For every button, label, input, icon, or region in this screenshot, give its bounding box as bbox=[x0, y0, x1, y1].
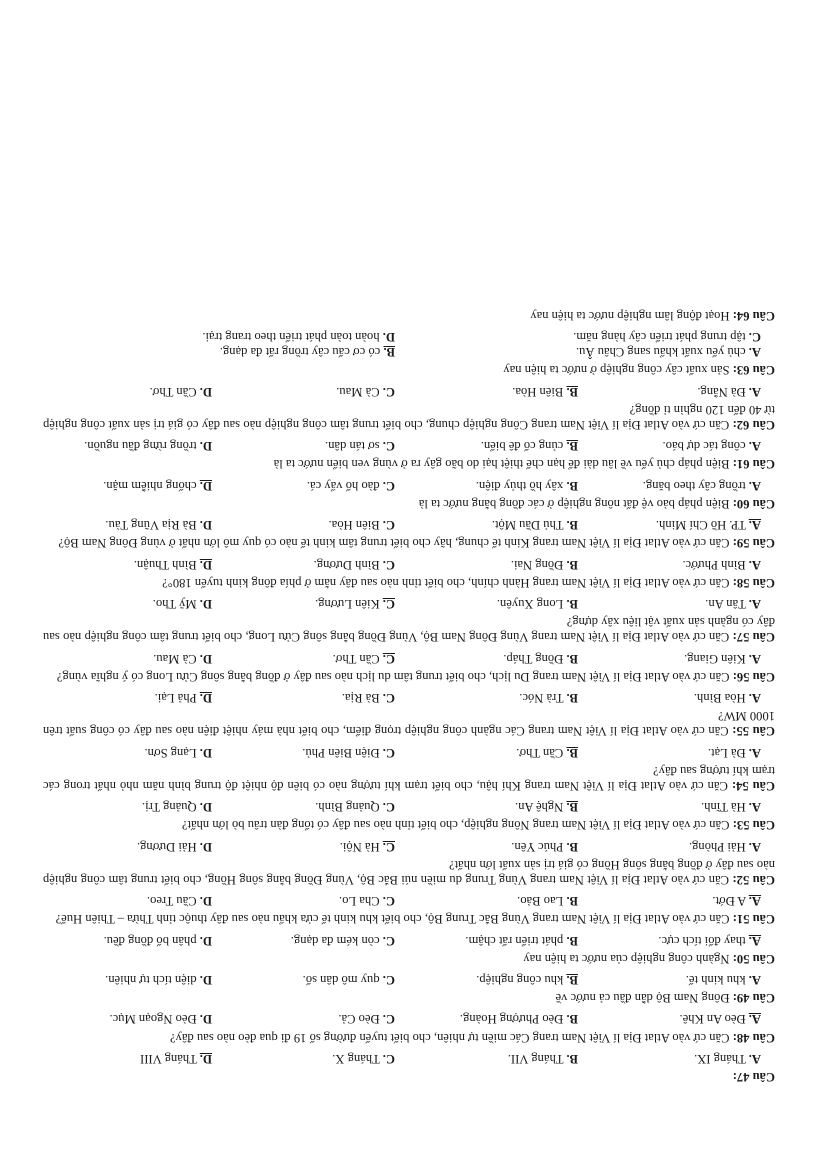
option-text: phân bố đồng đều. bbox=[103, 933, 197, 948]
option-letter: B. bbox=[566, 518, 578, 533]
option-letter: D. bbox=[199, 1051, 212, 1066]
option-letter: A. bbox=[748, 596, 761, 611]
option-letter: C. bbox=[382, 690, 395, 705]
answer-option bbox=[43, 344, 409, 359]
option-letter: A. bbox=[748, 518, 761, 533]
option-text: Bình Thuận. bbox=[133, 557, 197, 572]
option-text: Cầu Treo. bbox=[146, 894, 197, 909]
question-text: Căn cứ vào Atlat Địa lí Việt Nam trang Du lịch, cho biết trung tâm du lịch nào sau đây ở đồng bằng sông Cửu Long có ý nghĩa vùng? bbox=[56, 669, 730, 684]
answer-option bbox=[43, 596, 226, 611]
option-letter: C. bbox=[382, 1012, 395, 1027]
option-text: Hòa Bình. bbox=[693, 690, 746, 705]
question-text: Sản xuất cây công nghiệp ở nước ta hiện nay bbox=[503, 363, 730, 378]
option-text: còn kém đa dạng. bbox=[290, 933, 380, 948]
option-letter: B. bbox=[566, 478, 578, 493]
answer-option bbox=[226, 838, 409, 853]
option-letter: B. bbox=[566, 839, 578, 854]
answer-option bbox=[592, 893, 775, 908]
question-number: Câu 62: bbox=[732, 418, 775, 433]
answer-option bbox=[226, 972, 409, 987]
question bbox=[43, 596, 775, 645]
option-letter: C. bbox=[382, 439, 395, 454]
option-text: Hà Tĩnh. bbox=[701, 800, 746, 815]
question bbox=[43, 478, 775, 511]
answer-option bbox=[43, 744, 226, 759]
answer-option bbox=[409, 517, 592, 532]
question-list bbox=[43, 306, 775, 1084]
answer-option bbox=[592, 438, 775, 453]
option-text: khu công nghiệp. bbox=[476, 972, 564, 987]
answer-option bbox=[592, 690, 775, 705]
option-letter: B. bbox=[566, 557, 578, 572]
answer-options bbox=[43, 517, 775, 532]
question-stem bbox=[43, 1029, 775, 1044]
answer-option bbox=[409, 690, 592, 705]
option-text: trồng cây theo băng. bbox=[642, 478, 746, 493]
question-number: Câu 51: bbox=[732, 912, 775, 927]
question bbox=[43, 972, 775, 1005]
question-stem bbox=[43, 496, 775, 511]
question-stem bbox=[43, 1069, 775, 1084]
answer-option bbox=[226, 932, 409, 947]
option-letter: B. bbox=[383, 345, 395, 360]
answer-option bbox=[409, 329, 775, 344]
answer-option bbox=[43, 1051, 226, 1066]
option-text: Cần Thơ. bbox=[149, 384, 197, 399]
question-text: Căn cứ vào Atlat Địa lí Việt Nam trang Khí hậu, cho biết trạm khí tượng nào có biên độ nhiệt độ trung bình năm nhỏ nhất trong các trạm khí tượng sau đây? bbox=[43, 763, 775, 793]
answer-options bbox=[43, 690, 775, 705]
option-letter: D. bbox=[199, 384, 212, 399]
option-letter: C. bbox=[382, 1051, 395, 1066]
answer-option bbox=[409, 438, 592, 453]
answer-option bbox=[43, 1011, 226, 1026]
answer-options bbox=[43, 383, 775, 398]
question bbox=[43, 838, 775, 887]
answer-option bbox=[409, 799, 592, 814]
answer-option bbox=[43, 329, 409, 344]
option-letter: A. bbox=[748, 1051, 761, 1066]
option-text: Đèo Phượng Hoàng. bbox=[459, 1012, 564, 1027]
question bbox=[43, 744, 775, 793]
answer-options bbox=[43, 556, 775, 571]
answer-option bbox=[409, 478, 592, 493]
option-letter: C. bbox=[382, 745, 395, 760]
option-letter: C. bbox=[382, 800, 395, 815]
option-letter: D. bbox=[199, 518, 212, 533]
answer-option bbox=[592, 799, 775, 814]
option-letter: A. bbox=[748, 439, 761, 454]
option-text: Lạng Sơn. bbox=[144, 745, 197, 760]
question-stem bbox=[43, 951, 775, 966]
option-letter: B. bbox=[566, 933, 578, 948]
option-text: Bình Dương. bbox=[313, 557, 380, 572]
option-letter: A. bbox=[748, 478, 761, 493]
question bbox=[43, 383, 775, 432]
answer-option bbox=[43, 690, 226, 705]
option-letter: B. bbox=[566, 384, 578, 399]
option-text: diện tích tự nhiên. bbox=[105, 972, 197, 987]
answer-options bbox=[43, 650, 775, 665]
answer-options bbox=[43, 744, 775, 759]
answer-option bbox=[592, 596, 775, 611]
option-letter: A. bbox=[748, 345, 761, 360]
question-text: Căn cứ vào Atlat Địa lí Việt Nam trang Vùng Bắc Trung Bộ, cho biết khu kinh tế cửa khẩu nào sau đây thuộc tỉnh Thừa – Thiên Huế? bbox=[55, 912, 730, 927]
answer-option bbox=[43, 650, 226, 665]
option-text: củng cố đê biển. bbox=[480, 439, 564, 454]
answer-option bbox=[409, 1051, 592, 1066]
option-text: Kiên Lương. bbox=[315, 596, 380, 611]
question-number: Câu 54: bbox=[731, 778, 775, 793]
option-letter: A. bbox=[748, 651, 761, 666]
option-text: công tác dự báo. bbox=[662, 439, 746, 454]
question bbox=[43, 690, 775, 739]
question-number: Câu 58: bbox=[732, 575, 775, 590]
answer-option bbox=[409, 556, 592, 571]
option-letter: D. bbox=[199, 690, 212, 705]
question-stem bbox=[43, 857, 775, 887]
option-text: Cà Mau. bbox=[336, 384, 380, 399]
answer-option bbox=[409, 383, 592, 398]
option-letter: D. bbox=[199, 800, 212, 815]
option-letter: A. bbox=[748, 800, 761, 815]
answer-options bbox=[43, 1011, 775, 1026]
option-text: Kiên Giang. bbox=[684, 651, 746, 666]
option-letter: D. bbox=[382, 330, 395, 345]
option-letter: C. bbox=[382, 839, 395, 854]
option-text: Tháng IX. bbox=[694, 1051, 746, 1066]
answer-option bbox=[43, 478, 226, 493]
answer-option bbox=[43, 838, 226, 853]
question bbox=[43, 932, 775, 965]
question-text: Căn cứ vào Atlat Địa lí Việt Nam trang Công nghiệp chung, cho biết trung tâm công nghiệp nào sau đây có giá trị sản xuất công nghiệp từ 40 đến 120 nghìn tỉ đồng? bbox=[43, 402, 775, 433]
option-text: Bà Rịa Vũng Tàu. bbox=[105, 518, 197, 533]
question-number: Câu 55: bbox=[732, 724, 775, 739]
answer-options bbox=[43, 838, 775, 853]
option-text: Phúc Yên. bbox=[511, 839, 564, 854]
option-text: Tân An. bbox=[705, 596, 746, 611]
question-number: Câu 53: bbox=[732, 818, 775, 833]
option-text: xây hồ thủy điện. bbox=[475, 478, 564, 493]
option-letter: D. bbox=[199, 478, 212, 493]
answer-option bbox=[409, 344, 775, 359]
option-letter: D. bbox=[199, 1012, 212, 1027]
option-letter: C. bbox=[382, 894, 395, 909]
option-letter: D. bbox=[199, 439, 212, 454]
question bbox=[43, 329, 775, 378]
answer-option bbox=[226, 799, 409, 814]
answer-options bbox=[43, 932, 775, 947]
option-text: Điện Biên Phủ. bbox=[302, 745, 380, 760]
question-text: Biện pháp bảo vệ đất nông nghiệp ở các đồng bằng nước ta là bbox=[418, 496, 730, 511]
option-letter: B. bbox=[566, 690, 578, 705]
option-letter: B. bbox=[566, 596, 578, 611]
option-text: Tháng VIII bbox=[140, 1051, 197, 1066]
question-text: Căn cứ vào Atlat Địa lí Việt Nam trang Kinh tế chung, hãy cho biết trung tâm kinh tế nào có quy mô lớn nhất ở vùng Đông Nam Bộ? bbox=[58, 536, 730, 551]
answer-option bbox=[409, 1011, 592, 1026]
option-text: Quảng Trị. bbox=[142, 800, 197, 815]
answer-option bbox=[592, 556, 775, 571]
option-text: chống nhiễm mặn. bbox=[103, 478, 197, 493]
question-text: Căn cứ vào Atlat Địa lí Việt Nam trang Vùng Trung du miền núi Bắc Bộ, Vùng Đồng bằng sông Hồng, cho biết trung tâm công nghiệp nào sau đây ở đồng bằng sông Hồng có giá trị sản xuất lớn nhất? bbox=[43, 857, 775, 887]
question bbox=[43, 517, 775, 550]
option-text: Đà Lạt. bbox=[707, 745, 746, 760]
option-text: Tháng VII. bbox=[507, 1051, 564, 1066]
answer-option bbox=[43, 383, 226, 398]
option-letter: C. bbox=[382, 478, 395, 493]
option-letter: B. bbox=[566, 1051, 578, 1066]
option-text: Lao Bảo. bbox=[517, 894, 564, 909]
answer-option bbox=[592, 517, 775, 532]
option-letter: D. bbox=[199, 557, 212, 572]
answer-option bbox=[226, 556, 409, 571]
option-letter: A. bbox=[748, 894, 761, 909]
option-letter: B. bbox=[566, 800, 578, 815]
question-stem bbox=[43, 669, 775, 684]
question bbox=[43, 438, 775, 471]
option-letter: A. bbox=[748, 972, 761, 987]
answer-option bbox=[43, 932, 226, 947]
answer-option bbox=[592, 744, 775, 759]
option-text: Phả Lại. bbox=[154, 690, 197, 705]
option-text: Tháng X. bbox=[332, 1051, 380, 1066]
answer-option bbox=[592, 650, 775, 665]
answer-options bbox=[43, 972, 775, 987]
answer-option bbox=[226, 650, 409, 665]
question-number: Câu 59: bbox=[732, 536, 775, 551]
option-letter: A. bbox=[748, 1012, 761, 1027]
answer-option bbox=[43, 972, 226, 987]
option-text: Đèo An Khê. bbox=[679, 1012, 746, 1027]
option-letter: D. bbox=[199, 933, 212, 948]
answer-options bbox=[43, 1051, 775, 1066]
answer-option bbox=[409, 893, 592, 908]
option-text: trồng rừng đầu nguồn. bbox=[84, 439, 197, 454]
option-text: Đèo Cả. bbox=[338, 1012, 380, 1027]
option-letter: C. bbox=[382, 596, 395, 611]
option-letter: D. bbox=[199, 894, 212, 909]
answer-options bbox=[43, 893, 775, 908]
option-text: quy mô dân số. bbox=[302, 972, 380, 987]
option-text: Biên Hòa. bbox=[512, 384, 564, 399]
option-text: TP. Hồ Chí Minh. bbox=[655, 518, 746, 533]
question bbox=[43, 799, 775, 832]
answer-option bbox=[226, 893, 409, 908]
answer-option bbox=[409, 744, 592, 759]
answer-option bbox=[409, 972, 592, 987]
answer-options bbox=[43, 799, 775, 814]
option-text: Nghệ An. bbox=[515, 800, 564, 815]
question-text: Hoạt động lâm nghiệp nước ta hiện nay bbox=[530, 308, 730, 323]
answer-option bbox=[226, 690, 409, 705]
question-number: Câu 63: bbox=[732, 363, 775, 378]
question-stem bbox=[43, 535, 775, 550]
question-number: Câu 50: bbox=[732, 951, 775, 966]
option-letter: A. bbox=[748, 839, 761, 854]
option-text: Cà Mau. bbox=[153, 651, 197, 666]
option-text: có cơ cấu cây trồng rất đa dạng. bbox=[219, 345, 381, 360]
answer-option bbox=[226, 1011, 409, 1026]
option-letter: C. bbox=[382, 384, 395, 399]
answer-option bbox=[226, 383, 409, 398]
question-number: Câu 60: bbox=[732, 496, 775, 511]
option-letter: B. bbox=[566, 1012, 578, 1027]
answer-option bbox=[226, 744, 409, 759]
option-text: Đèo Ngoạn Mục. bbox=[109, 1012, 197, 1027]
question bbox=[43, 308, 775, 323]
question-stem bbox=[43, 575, 775, 590]
question-stem bbox=[43, 990, 775, 1005]
question bbox=[43, 1011, 775, 1044]
option-letter: A. bbox=[748, 690, 761, 705]
option-text: Long Xuyên. bbox=[496, 596, 564, 611]
option-text: sơ tán dân. bbox=[325, 439, 380, 454]
option-text: Bình Phước. bbox=[682, 557, 746, 572]
option-letter: C. bbox=[748, 330, 761, 345]
answer-option bbox=[43, 438, 226, 453]
answer-option bbox=[43, 893, 226, 908]
option-text: Cần Thơ. bbox=[332, 651, 380, 666]
question bbox=[43, 893, 775, 926]
question-text: Biện pháp chủ yếu về lâu dài để hạn chế thiệt hại do bão gây ra ở vùng ven biển nước ta là bbox=[273, 457, 730, 472]
option-letter: C. bbox=[382, 972, 395, 987]
option-text: tập trung phát triển cây hàng năm. bbox=[573, 330, 746, 345]
option-letter: C. bbox=[382, 518, 395, 533]
answer-option bbox=[592, 1051, 775, 1066]
option-letter: B. bbox=[566, 894, 578, 909]
answer-option bbox=[43, 799, 226, 814]
option-letter: B. bbox=[566, 972, 578, 987]
option-text: Đà Nẵng. bbox=[697, 384, 746, 399]
question-text: Căn cứ vào Atlat Địa lí Việt Nam trang Các ngành công nghiệp trọng điểm, cho biết nhà máy nhiệt điện nào sau đây có công suất trên 1000 MW? bbox=[43, 709, 775, 739]
option-letter: A. bbox=[748, 745, 761, 760]
question bbox=[43, 556, 775, 589]
answer-option bbox=[226, 596, 409, 611]
answer-options bbox=[43, 596, 775, 611]
option-letter: D. bbox=[199, 596, 212, 611]
answer-option bbox=[43, 556, 226, 571]
answer-option bbox=[43, 517, 226, 532]
answer-option bbox=[592, 383, 775, 398]
option-text: phát triển rất chậm. bbox=[465, 933, 564, 948]
question-stem bbox=[43, 308, 775, 323]
option-text: Cha Lo. bbox=[339, 894, 380, 909]
option-text: Quảng Bình. bbox=[315, 800, 380, 815]
option-letter: B. bbox=[566, 651, 578, 666]
option-letter: C. bbox=[382, 651, 395, 666]
option-letter: A. bbox=[748, 384, 761, 399]
question-number: Câu 61: bbox=[732, 457, 775, 472]
answer-option bbox=[409, 650, 592, 665]
answer-option bbox=[226, 438, 409, 453]
answer-options bbox=[43, 438, 775, 453]
option-text: Hải Phòng. bbox=[688, 839, 746, 854]
option-letter: C. bbox=[382, 933, 395, 948]
option-text: Bà Rịa. bbox=[341, 690, 380, 705]
option-text: khu kinh tế. bbox=[685, 972, 746, 987]
option-text: đào hố vẩy cá. bbox=[306, 478, 380, 493]
option-text: hoàn toàn phát triển theo trang trại. bbox=[202, 330, 380, 345]
option-text: Đồng Nai. bbox=[510, 557, 564, 572]
question-stem bbox=[43, 614, 775, 644]
answer-option bbox=[409, 596, 592, 611]
question-stem bbox=[43, 402, 775, 432]
question-text: Ngành công nghiệp của nước ta hiện nay bbox=[523, 951, 730, 966]
option-text: Hà Nội. bbox=[339, 839, 380, 854]
option-letter: B. bbox=[566, 745, 578, 760]
question-stem bbox=[43, 456, 775, 471]
question-text: Căn cứ vào Atlat Địa lí Việt Nam trang Hành chính, cho biết tỉnh nào sau đây nằm ở phía đông kinh tuyến 180°? bbox=[162, 575, 730, 590]
answer-option bbox=[226, 478, 409, 493]
option-letter: C. bbox=[382, 557, 395, 572]
question-stem bbox=[43, 817, 775, 832]
question bbox=[43, 650, 775, 683]
option-text: Trà Nóc. bbox=[519, 690, 564, 705]
option-text: chủ yếu xuất khẩu sang Châu Âu. bbox=[575, 345, 746, 360]
answer-option bbox=[226, 1051, 409, 1066]
option-letter: A. bbox=[748, 557, 761, 572]
answer-option bbox=[592, 838, 775, 853]
question-text: Căn cứ vào Atlat Địa lí Việt Nam trang Nông nghiệp, cho biết tỉnh nào sau đây có tổng đàn trâu bò lớn nhất? bbox=[181, 818, 730, 833]
question-number: Câu 57: bbox=[732, 630, 775, 645]
question-stem bbox=[43, 763, 775, 793]
option-text: Hải Dương. bbox=[136, 839, 197, 854]
option-text: Thủ Dầu Một. bbox=[491, 518, 564, 533]
option-letter: A. bbox=[748, 933, 761, 948]
answer-option bbox=[592, 478, 775, 493]
option-letter: D. bbox=[199, 745, 212, 760]
option-letter: D. bbox=[199, 839, 212, 854]
answer-option bbox=[592, 972, 775, 987]
option-text: A Đớt. bbox=[712, 894, 747, 909]
question-number: Câu 52: bbox=[732, 872, 775, 887]
option-text: thay đổi tích cực. bbox=[658, 933, 746, 948]
answer-options bbox=[43, 329, 775, 359]
question-number: Câu 47: bbox=[732, 1070, 775, 1084]
question-stem bbox=[43, 708, 775, 738]
question-stem bbox=[43, 911, 775, 926]
question-number: Câu 64: bbox=[732, 308, 775, 323]
answer-option bbox=[226, 517, 409, 532]
option-text: Đồng Tháp. bbox=[503, 651, 564, 666]
question-text: Căn cứ vào Atlat Địa lí Việt Nam trang Các miền tự nhiên, cho biết tuyến đường số 19 đi qua đèo nào sau đây? bbox=[169, 1030, 730, 1045]
question bbox=[43, 1051, 775, 1084]
answer-option bbox=[409, 838, 592, 853]
question-text: Đông Nam Bộ dẫn đầu cả nước về bbox=[555, 991, 730, 1006]
option-text: Mỹ Tho. bbox=[152, 596, 197, 611]
question-number: Câu 48: bbox=[732, 1030, 775, 1045]
option-text: Biên Hòa. bbox=[328, 518, 380, 533]
question-number: Câu 49: bbox=[732, 991, 775, 1006]
option-letter: B. bbox=[566, 439, 578, 454]
answer-options bbox=[43, 478, 775, 493]
option-text: Cần Thơ. bbox=[516, 745, 564, 760]
answer-option bbox=[592, 932, 775, 947]
option-letter: D. bbox=[199, 651, 212, 666]
answer-option bbox=[409, 932, 592, 947]
question-stem bbox=[43, 362, 775, 377]
question-text: Căn cứ vào Atlat Địa lí Việt Nam trang Vùng Đông Nam Bộ, Vùng Đồng bằng sông Cửu Long, cho biết trung tâm công nghiệp nào sau đây có ngành sản xuất vật liệu xây dựng? bbox=[43, 615, 775, 645]
option-letter: D. bbox=[199, 972, 212, 987]
answer-option bbox=[592, 1011, 775, 1026]
question-number: Câu 56: bbox=[732, 669, 775, 684]
